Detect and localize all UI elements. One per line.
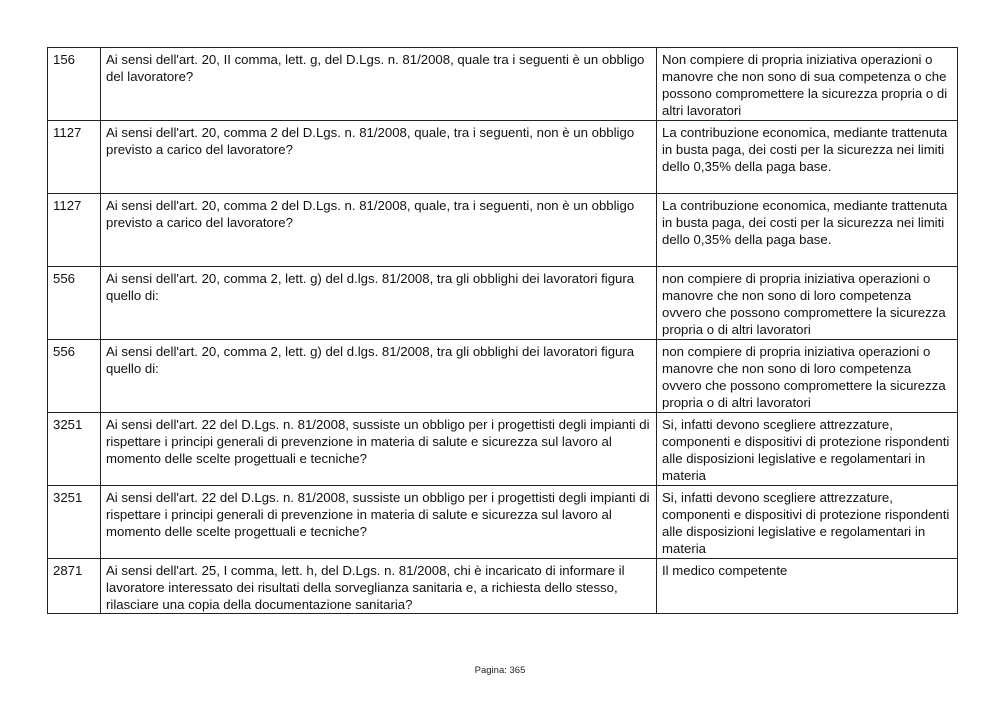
page-number: Pagina: 365 <box>474 665 526 676</box>
table-row <box>48 340 958 413</box>
question-text: Ai sensi dell'art. 25, I comma, lett. h, del D.Lgs. n. 81/2008, chi è incaricato di informare il lavoratore interessato dei risultati della sorveglianza sanitaria e, a richiesta dello stesso, rilasciare una copia della documentazione sanitaria? <box>101 559 657 614</box>
answer-text: La contribuzione economica, mediante trattenuta in busta paga, dei costi per la sicurezza nei limiti dello 0,35% della paga base. <box>657 121 958 194</box>
question-id: 3251 <box>48 486 101 559</box>
question-text: Ai sensi dell'art. 20, comma 2, lett. g) del d.lgs. 81/2008, tra gli obblighi dei lavoratori figura quello di: <box>101 340 657 413</box>
question-id: 1127 <box>48 194 101 267</box>
table-row <box>48 559 958 614</box>
answer-text: Si, infatti devono scegliere attrezzature, componenti e dispositivi di protezione rispondenti alle disposizioni legislative e regolamentari in materia <box>657 413 958 486</box>
question-id: 3251 <box>48 413 101 486</box>
answer-text: non compiere di propria iniziativa operazioni o manovre che non sono di loro competenza ovvero che possono compromettere la sicurezza propria o di altri lavoratori <box>657 267 958 340</box>
table-row <box>48 413 958 486</box>
answer-text: Si, infatti devono scegliere attrezzature, componenti e dispositivi di protezione rispondenti alle disposizioni legislative e regolamentari in materia <box>657 486 958 559</box>
question-text: Ai sensi dell'art. 20, comma 2 del D.Lgs. n. 81/2008, quale, tra i seguenti, non è un obbligo previsto a carico del lavoratore? <box>101 194 657 267</box>
table-row <box>48 121 958 194</box>
question-text: Ai sensi dell'art. 20, comma 2 del D.Lgs. n. 81/2008, quale, tra i seguenti, non è un obbligo previsto a carico del lavoratore? <box>101 121 657 194</box>
question-id: 2871 <box>48 559 101 614</box>
question-id: 556 <box>48 340 101 413</box>
answer-text: La contribuzione economica, mediante trattenuta in busta paga, dei costi per la sicurezza nei limiti dello 0,35% della paga base. <box>657 194 958 267</box>
question-text: Ai sensi dell'art. 22 del D.Lgs. n. 81/2008, sussiste un obbligo per i progettisti degli impianti di rispettare i principi generali di prevenzione in materia di salute e sicurezza sul lavoro al momento delle scelte progettuali e tecniche? <box>101 486 657 559</box>
table-row <box>48 194 958 267</box>
question-text: Ai sensi dell'art. 20, II comma, lett. g, del D.Lgs. n. 81/2008, quale tra i seguenti è un obbligo del lavoratore? <box>101 48 657 121</box>
table-row <box>48 267 958 340</box>
answer-text: non compiere di propria iniziativa operazioni o manovre che non sono di loro competenza ovvero che possono compromettere la sicurezza propria o di altri lavoratori <box>657 340 958 413</box>
table-row <box>48 486 958 559</box>
answer-text: Il medico competente <box>657 559 958 614</box>
answer-text: Non compiere di propria iniziativa operazioni o manovre che non sono di sua competenza o che possono compromettere la sicurezza propria o di altri lavoratori <box>657 48 958 121</box>
question-id: 1127 <box>48 121 101 194</box>
table-row <box>48 48 958 121</box>
question-text: Ai sensi dell'art. 22 del D.Lgs. n. 81/2008, sussiste un obbligo per i progettisti degli impianti di rispettare i principi generali di prevenzione in materia di salute e sicurezza sul lavoro al momento delle scelte progettuali e tecniche? <box>101 413 657 486</box>
question-text: Ai sensi dell'art. 20, comma 2, lett. g) del d.lgs. 81/2008, tra gli obblighi dei lavoratori figura quello di: <box>101 267 657 340</box>
question-id: 556 <box>48 267 101 340</box>
question-id: 156 <box>48 48 101 121</box>
questions-table <box>47 47 958 614</box>
